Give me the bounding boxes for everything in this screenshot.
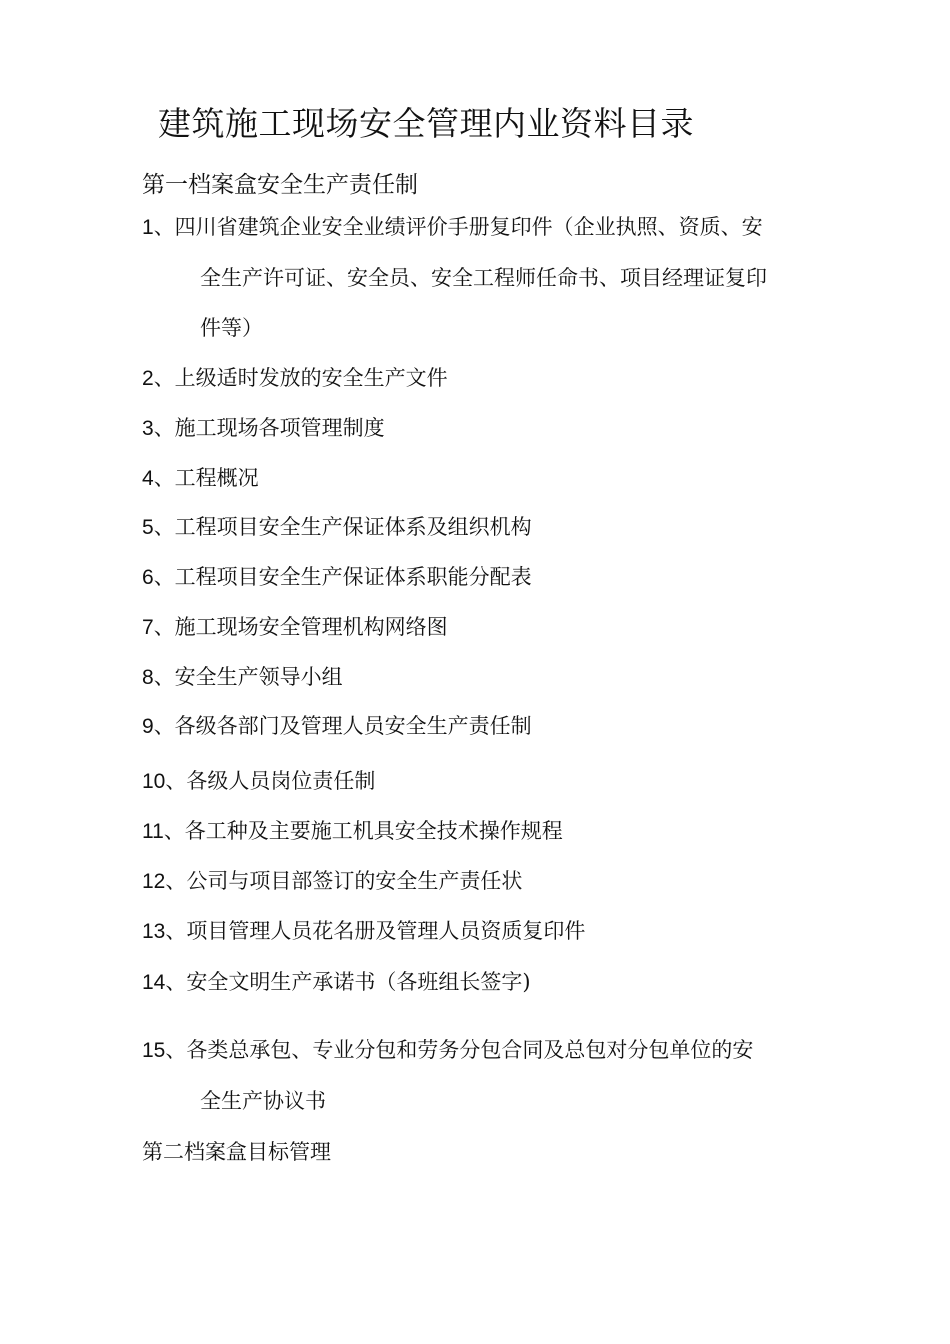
item-number: 8 — [142, 666, 154, 689]
item-text: 、上级适时发放的安全生产文件 — [153, 366, 448, 390]
item-number: 11 — [142, 820, 164, 843]
list-item — [142, 403, 807, 454]
list-item — [142, 957, 807, 1008]
item-text: 、各工种及主要施工机具安全技术操作规程 — [163, 819, 563, 843]
item-text: 、各级人员岗位责任制 — [165, 769, 376, 793]
list-item-line — [142, 202, 807, 253]
item-text: 、工程项目安全生产保证体系职能分配表 — [153, 565, 532, 589]
item-number: 9 — [142, 715, 154, 738]
item-text: 、项目管理人员花名册及管理人员资质复印件 — [165, 919, 586, 943]
list-item — [142, 202, 807, 353]
item-text: 、安全文明生产承诺书（各班组长签字) — [165, 970, 531, 994]
item-number: 10 — [142, 770, 166, 793]
item-text: 、工程概况 — [153, 466, 259, 490]
list-item — [142, 756, 807, 807]
list-item — [142, 652, 807, 703]
item-text: 、安全生产领导小组 — [153, 665, 343, 689]
item-number: 5 — [142, 516, 154, 539]
list-item — [142, 856, 807, 907]
item-text: 、四川省建筑企业安全业绩评价手册复印件（企业执照、资质、安 — [153, 215, 763, 239]
list-item — [142, 806, 807, 857]
section-heading-2: 第二档案盒目标管理 — [142, 1140, 331, 1164]
item-text: 、施工现场各项管理制度 — [153, 416, 385, 440]
list-item — [142, 502, 807, 553]
item-number: 3 — [142, 417, 154, 440]
list-item — [142, 602, 807, 653]
item-number: 1 — [142, 216, 154, 239]
item-number: 14 — [142, 971, 166, 994]
item-number: 7 — [142, 616, 154, 639]
item-number: 13 — [142, 920, 166, 943]
item-text-continued: 全生产许可证、安全员、安全工程师任命书、项目经理证复印 — [200, 266, 767, 290]
item-number: 6 — [142, 566, 154, 589]
list-item — [142, 353, 807, 404]
list-item — [142, 906, 807, 957]
item-text: 、工程项目安全生产保证体系及组织机构 — [153, 515, 532, 539]
list-item — [142, 701, 807, 752]
item-text: 、各级各部门及管理人员安全生产责任制 — [153, 714, 532, 738]
item-number: 12 — [142, 870, 166, 893]
item-number: 15 — [142, 1039, 166, 1062]
section-heading-1: 第一档案盒安全生产责任制 — [142, 172, 418, 198]
list-item — [142, 453, 807, 504]
item-text: 、施工现场安全管理机构网络图 — [153, 615, 448, 639]
document-title: 建筑施工现场安全管理内业资料目录 — [158, 104, 694, 143]
item-text-continued: 件等） — [200, 316, 263, 340]
list-item — [142, 1025, 807, 1126]
item-number: 2 — [142, 367, 154, 390]
item-text: 、公司与项目部签订的安全生产责任状 — [165, 869, 523, 893]
item-text-continued: 全生产协议书 — [200, 1089, 326, 1113]
list-item — [142, 552, 807, 603]
item-text: 、各类总承包、专业分包和劳务分包合同及总包对分包单位的安 — [165, 1038, 754, 1062]
item-number: 4 — [142, 467, 154, 490]
